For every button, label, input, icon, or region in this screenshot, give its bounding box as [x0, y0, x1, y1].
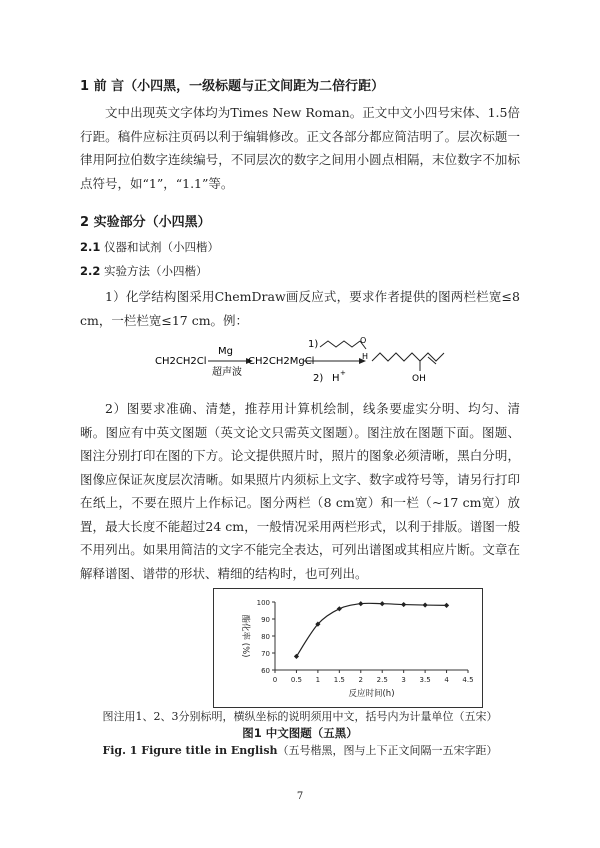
reaction-scheme	[150, 333, 460, 393]
y-tick-label: 100	[256, 599, 270, 607]
subsection-2-1-title: 仪器和试剂（小四楷）	[100, 240, 220, 254]
scheme-step-1: 1)	[308, 339, 319, 350]
subsection-2-1-number: 2.1	[80, 240, 101, 254]
data-point	[358, 601, 363, 606]
y-tick-label: 60	[261, 667, 270, 675]
x-tick-label: 4	[444, 676, 449, 684]
scheme-acid: H	[332, 373, 340, 384]
data-point	[401, 602, 406, 607]
scheme-reagent-mg: Mg	[218, 346, 233, 357]
y-tick-label: 70	[261, 650, 270, 658]
y-axis-label: 酯化率 (%)	[240, 614, 250, 658]
scheme-reactant: CH2CH2Cl	[155, 356, 207, 367]
x-tick-label: 4.5	[462, 676, 474, 684]
x-tick-label: 3.5	[419, 676, 431, 684]
subsection-2-1-heading	[80, 239, 219, 255]
data-point	[337, 606, 342, 611]
scheme-intermediate: CH2CH2MgCl	[248, 356, 315, 367]
x-tick-label: 2	[358, 676, 364, 684]
series-line	[296, 603, 446, 656]
x-tick-label: 3	[401, 676, 406, 684]
x-tick-label: 0.5	[290, 676, 303, 684]
scheme-step-2: 2)	[313, 373, 324, 384]
scheme-acid-charge: +	[340, 369, 346, 377]
x-tick-label: 0	[272, 676, 278, 684]
figure-title-en-label: Fig. 1 Figure title in English	[102, 744, 278, 757]
aldehyde-chain	[320, 341, 360, 347]
figure-title-cn: 图1 中文图题（五黑）	[242, 726, 358, 740]
subsection-2-2-title: 实验方法（小四楷）	[100, 264, 208, 278]
y-tick-label: 80	[261, 633, 270, 641]
section-1-heading: 1 前 言（小四黑，一级标题与正文间距为二倍行距）	[80, 79, 385, 94]
figure-title-en-note: （五号楷黑，图与上下正文间隔一五宋字距）	[277, 744, 498, 757]
page-number: 7	[296, 791, 304, 802]
figure-note: 图注用1、2、3分别标明，横纵坐标的说明须用中文，括号内为计量单位（五宋）	[102, 710, 498, 723]
aldehyde-hydrogen: H	[362, 352, 369, 361]
subsection-2-2-number: 2.2	[80, 264, 101, 278]
esterification-chart	[213, 588, 483, 708]
product-hydroxyl: OH	[412, 374, 426, 384]
data-point	[423, 602, 428, 607]
section-1-paragraph: 文中出现英文字体均为Times New Roman。正文中文小四号宋体、1.5倍行距。稿件应标注页码以利于编辑修改。正文各部分都应简洁明了。层次标题一律用阿拉伯数字连续编号，不同层次的数字之间用小圆点相隔，末位数字不加标点符号，如“1”，“1.1”等。	[80, 105, 520, 191]
method-paragraph-1: 1）化学结构图采用ChemDraw画反应式，要求作者提供的图两栏栏宽≤8 cm，一栏栏宽≤17 cm。例：	[80, 289, 520, 328]
x-tick-label: 1	[315, 676, 321, 684]
figure-title-en	[0, 742, 600, 758]
product-chain	[372, 353, 444, 361]
data-point	[444, 603, 449, 608]
x-axis-label: 反应时间(h)	[348, 689, 395, 699]
x-tick-label: 1.5	[333, 676, 345, 684]
subsection-2-2-heading	[80, 263, 208, 279]
scheme-reagent-ultrasound: 超声波	[212, 367, 242, 378]
x-tick-label: 2.5	[376, 676, 388, 684]
method-paragraph-2: 2）图要求准确、清楚，推荐用计算机绘制，线条要虚实分明、均匀、清晰。图应有中英文图题（英文论文只需英文图题）。图注放在图题下面。图题、图注分别打印在图的下方。论文提供照片时，照片的图象必须清晰，黑白分明，图像应保证灰度层次清晰。如果照片内须标上文字、数字或符号等，请另行打印在纸上，不要在照片上作标记。图分两栏（8 cm宽）和一栏（~17 cm宽）放置，最大长度不能超过24 cm，一般情况采用两栏形式，以利于排版。谱图一般不用列出。如果用简洁的文字不能完全表达，可列出谱图或其相应片断。文章在解释谱图、谱带的形状、精细的结构时，也可列出。	[80, 401, 520, 581]
section-2-heading: 2 实验部分（小四黑）	[80, 215, 211, 230]
aldehyde-oxygen: O	[360, 336, 367, 345]
y-tick-label: 90	[261, 616, 270, 624]
data-point	[380, 601, 385, 606]
